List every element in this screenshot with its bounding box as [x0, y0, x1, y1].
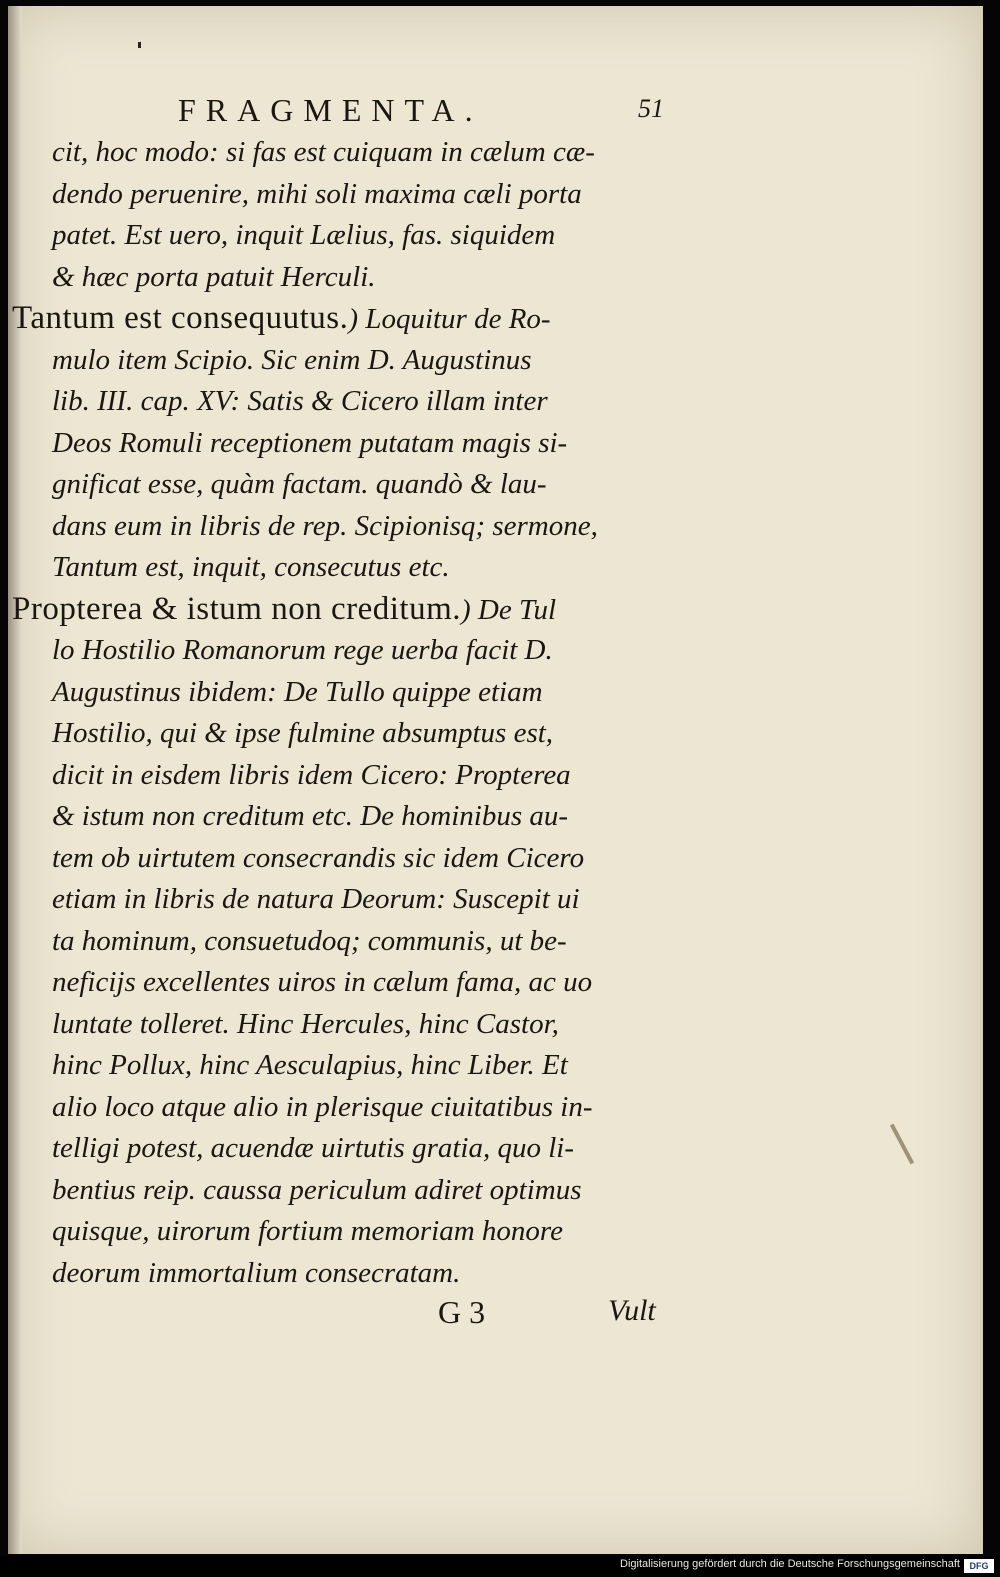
text-line [8, 381, 708, 423]
text-line [8, 174, 708, 216]
commentary-text: ) Loquitur de Ro- [348, 303, 551, 335]
commentary-text: Hostilio, qui & ipse fulmine absumptus est, [52, 717, 554, 749]
text-line [8, 1170, 708, 1212]
text-line [8, 879, 708, 921]
lemma-heading: Tantum est consequutus. [12, 300, 349, 336]
commentary-text: hinc Pollux, hinc Aesculapius, hinc Liber. Et [52, 1049, 568, 1081]
paper-stain [890, 1124, 914, 1165]
credit-bar [0, 1556, 1000, 1577]
commentary-text: patet. Est uero, inquit Lælius, fas. siquidem [52, 219, 556, 251]
commentary-text: cit, hoc modo: si fas est cuiquam in cælum cæ- [52, 136, 595, 168]
text-line [8, 838, 708, 880]
commentary-text: dendo peruenire, mihi soli maxima cæli porta [52, 177, 582, 210]
commentary-text: ta hominum, consuetudoq; communis, ut be- [52, 924, 567, 957]
commentary-text: lib. III. cap. XV: Satis & Cicero illam inter [52, 385, 548, 417]
commentary-text: gnificat esse, quàm factam. quandò & lau- [52, 468, 547, 500]
book-page [8, 6, 983, 1554]
lemma-heading: Propterea & istum non creditum. [12, 590, 461, 627]
commentary-text: Tantum est, inquit, consecutus etc. [52, 551, 450, 583]
commentary-text: telligi potest, acuendæ uirtutis gratia, quo li- [52, 1132, 574, 1164]
text-line [8, 1045, 708, 1087]
commentary-text: dicit in eisdem libris idem Cicero: Propterea [52, 758, 571, 791]
page-number: 51 [638, 94, 664, 123]
commentary-text: & istum non creditum etc. De hominibus au- [52, 800, 569, 832]
text-line [8, 215, 708, 257]
commentary-text: tem ob uirtutem consecrandis sic idem Cicero [52, 841, 585, 874]
page-footer [8, 1294, 708, 1342]
text-line [8, 506, 708, 548]
commentary-text: neficijs excellentes uiros in cælum fama, ac uo [52, 966, 593, 998]
commentary-text: Deos Romuli receptionem putatam magis si- [52, 426, 568, 459]
text-line [8, 1128, 708, 1170]
text-line [8, 547, 708, 589]
text-line [8, 298, 708, 340]
commentary-text: bentius reip. caussa periculum adiret optimus [52, 1173, 582, 1206]
text-block [8, 132, 708, 1294]
commentary-text: quisque, uirorum fortium memoriam honore [52, 1215, 563, 1247]
dfg-logo: DFG [964, 1559, 994, 1573]
catchword: Vult [608, 1294, 656, 1327]
text-line [8, 1004, 708, 1046]
text-line [8, 340, 708, 382]
credit-text: Digitalisierung gefördert durch die Deutsche Forschungsgemeinschaft [620, 1558, 960, 1570]
text-line [8, 464, 708, 506]
commentary-text: etiam in libris de natura Deorum: Suscepit ui [52, 883, 580, 915]
page-header [168, 92, 688, 132]
text-line [8, 1087, 708, 1129]
text-line [8, 257, 708, 299]
signature-mark: G 3 [438, 1294, 486, 1330]
text-line [8, 672, 708, 714]
commentary-text: luntate tolleret. Hinc Hercules, hinc Castor, [52, 1007, 559, 1040]
text-line [8, 796, 708, 838]
text-line [8, 921, 708, 963]
commentary-text: dans eum in libris de rep. Scipionisq; sermone, [52, 509, 598, 542]
text-line [8, 962, 708, 1004]
ink-speck [138, 42, 141, 48]
commentary-text: deorum immortalium consecratam. [52, 1256, 461, 1289]
text-line [8, 1211, 708, 1253]
text-line [8, 713, 708, 755]
text-line [8, 1253, 708, 1295]
commentary-text: alio loco atque alio in plerisque ciuitatibus in- [52, 1090, 593, 1123]
text-line [8, 423, 708, 465]
text-line [8, 755, 708, 797]
text-line [8, 589, 708, 631]
commentary-text: Augustinus ibidem: De Tullo quippe etiam [52, 675, 543, 708]
running-title: FRAGMENTA. [178, 92, 483, 128]
commentary-text: lo Hostilio Romanorum rege uerba facit D. [52, 634, 553, 666]
commentary-text: & hæc porta patuit Herculi. [52, 260, 376, 293]
commentary-text: ) De Tul [461, 593, 557, 626]
text-line [8, 630, 708, 672]
text-line [8, 132, 708, 174]
commentary-text: mulo item Scipio. Sic enim D. Augustinus [52, 343, 532, 376]
